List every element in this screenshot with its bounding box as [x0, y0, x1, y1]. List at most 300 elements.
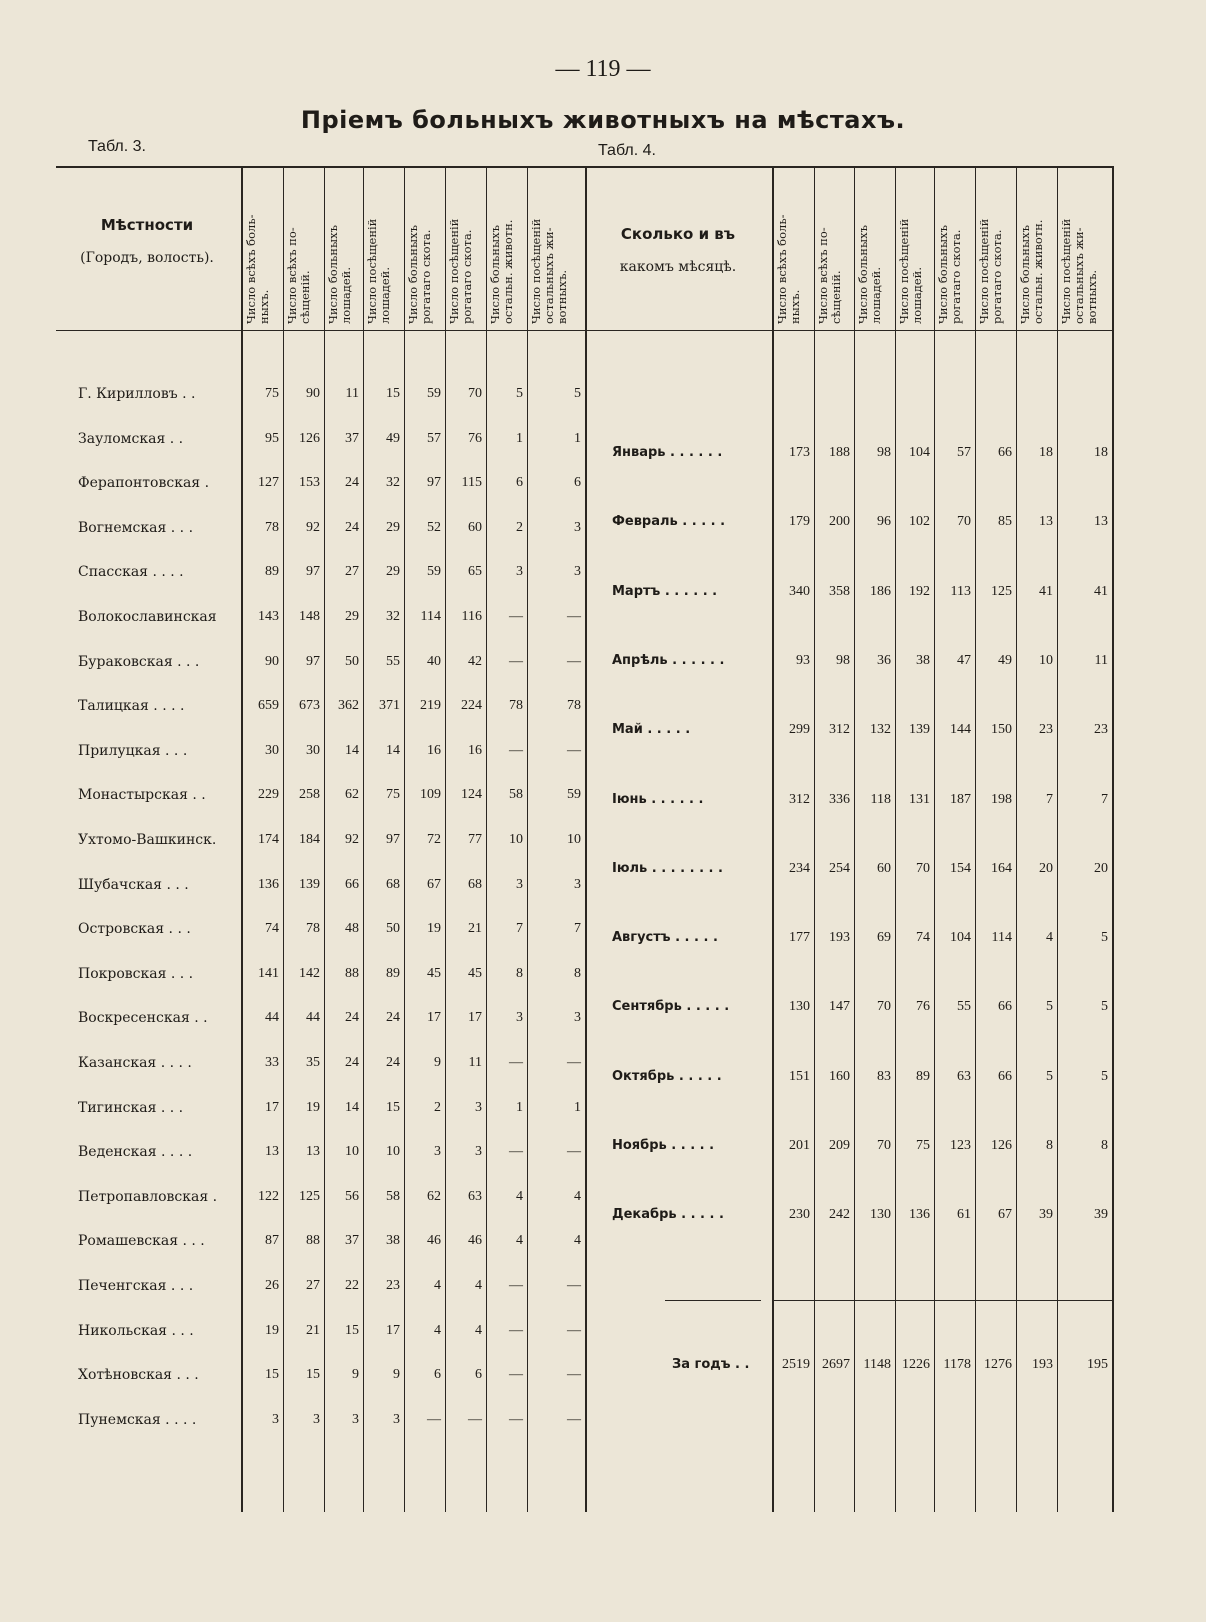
table3-cell: 9 — [352, 1367, 359, 1383]
table4-cell: 126 — [991, 1138, 1012, 1153]
table3-cell: 14 — [386, 742, 400, 758]
table3-row-name: Ферапонтовская . — [78, 475, 210, 492]
table3-cell: 13 — [306, 1144, 320, 1160]
table3-cell: 63 — [468, 1188, 482, 1204]
table3-cell: 4 — [516, 1233, 523, 1249]
table4-cell: 20 — [1094, 860, 1108, 876]
table3-cell: 37 — [345, 430, 359, 446]
table3-cell: 89 — [386, 965, 400, 981]
table3-cell: 3 — [434, 1144, 441, 1160]
table4-cell: 18 — [1094, 445, 1108, 460]
table3-cell: 14 — [345, 1099, 359, 1115]
table4-cell: 18 — [1039, 445, 1053, 460]
table3-cell: 15 — [265, 1367, 279, 1383]
table3-cell: — — [509, 1144, 523, 1160]
table3-cell: 23 — [386, 1278, 400, 1293]
table4-cell: 98 — [836, 652, 850, 668]
table4-cell: 242 — [829, 1207, 850, 1223]
table3-cell: 115 — [461, 475, 482, 491]
table3-cell: 32 — [386, 609, 400, 624]
table3-cell: 40 — [427, 653, 441, 669]
table3-cell: 90 — [306, 386, 320, 401]
table3-cell: 3 — [516, 564, 523, 580]
table3-cell: 60 — [468, 519, 482, 535]
table3-cell: 17 — [468, 1010, 482, 1026]
table4-cell: 147 — [829, 999, 850, 1015]
table3-cell: 62 — [345, 787, 359, 803]
table3-cell: 59 — [427, 386, 441, 401]
table3-cell: 6 — [574, 475, 581, 491]
table4-column-divider — [1016, 166, 1017, 1512]
table3-cell: 24 — [386, 1055, 400, 1070]
table3-cell: — — [567, 1144, 581, 1160]
table3-cell: 50 — [345, 653, 359, 669]
page-title: Пріемъ больныхъ животныхъ на мѣстахъ. — [300, 106, 906, 134]
table4-cell: 177 — [789, 930, 810, 946]
table3-cell: 67 — [427, 876, 441, 892]
table3-cell: 10 — [386, 1144, 400, 1160]
table4-top-rule — [585, 166, 1112, 168]
table3-cell: 10 — [567, 832, 581, 847]
table4-stub-header-title: Сколько и въ — [620, 225, 736, 243]
table3-cell: 30 — [265, 742, 279, 758]
table3-cell: — — [509, 609, 523, 624]
table3-cell: — — [509, 1055, 523, 1070]
table3-cell: 141 — [258, 965, 279, 981]
table3-cell: 19 — [306, 1099, 320, 1115]
table3-cell: 6 — [475, 1367, 482, 1383]
table3-cell: 184 — [299, 832, 320, 847]
table3-cell: 29 — [386, 564, 400, 580]
table3-cell: 1 — [516, 1099, 523, 1115]
table3-cell: — — [468, 1411, 482, 1427]
table3-cell: 56 — [345, 1188, 359, 1204]
table3-cell: 3 — [574, 876, 581, 892]
table3-cell: 70 — [468, 386, 482, 401]
table3-cell: 659 — [258, 698, 279, 714]
table3-cell: 4 — [574, 1233, 581, 1249]
table4-cell: 13 — [1094, 514, 1108, 530]
table4-column-header: Число посѣщеній рогатаго скота. — [977, 218, 1004, 324]
table4-cell: 5 — [1046, 999, 1053, 1015]
table4-cell: 358 — [829, 583, 850, 599]
table4-cell: 234 — [789, 860, 810, 876]
table4-row-name: Іюнь . . . . . . — [612, 791, 704, 807]
table3-column-header: Число посѣщеній рогатаго скота. — [447, 218, 474, 324]
table3-cell: 15 — [386, 386, 400, 401]
table3-cell: 148 — [299, 609, 320, 624]
table3-row-name: Монастырская . . — [78, 787, 206, 804]
table4-cell: 75 — [916, 1138, 930, 1153]
table3-column-header: Число больныхъ рогатаго скота. — [406, 225, 433, 324]
table4-row-name: Октябрь . . . . . — [612, 1068, 722, 1084]
table4-cell: 5 — [1101, 930, 1108, 946]
table3-cell: 258 — [299, 787, 320, 803]
table3-cell: 88 — [306, 1233, 320, 1249]
table4-cell: 118 — [870, 791, 891, 807]
table4-row-name: Августъ . . . . . — [612, 930, 718, 946]
table3-cell: 13 — [265, 1144, 279, 1160]
table3-column-header: Число посѣщеній лошадей. — [365, 218, 392, 324]
table4-cell: 160 — [829, 1068, 850, 1084]
table3-row-name: Петропавловская . — [78, 1188, 218, 1205]
table4-total-cell: 1276 — [984, 1357, 1012, 1372]
table3-cell: 59 — [567, 787, 581, 803]
table4-cell: 76 — [916, 999, 930, 1015]
table3-cell: 10 — [345, 1144, 359, 1160]
table3-cell: 24 — [345, 475, 359, 491]
table3-cell: 65 — [468, 564, 482, 580]
table3-cell: 3 — [574, 519, 581, 535]
table3-cell: — — [509, 1411, 523, 1427]
table3-cell: 57 — [427, 430, 441, 446]
table3-row-name: Казанская . . . . — [78, 1055, 192, 1071]
table4-cell: 20 — [1039, 860, 1053, 876]
table4-cell: 38 — [916, 652, 930, 668]
table4-row-name: Іюль . . . . . . . . — [612, 860, 723, 876]
table4-cell: 23 — [1094, 722, 1108, 738]
table3-cell: 14 — [345, 742, 359, 758]
table4-total-cell: 2519 — [782, 1357, 810, 1372]
table4-cell: 67 — [998, 1207, 1012, 1223]
table4-cell: 89 — [916, 1068, 930, 1084]
table3-cell: 7 — [516, 921, 523, 937]
table4-cell: 136 — [909, 1207, 930, 1223]
table3-column-header: Число больныхъ остальн. животн. — [488, 219, 515, 324]
table3-row-name: Талицкая . . . . — [78, 698, 185, 715]
table3-cell: 3 — [313, 1411, 320, 1427]
table3-cell: 8 — [574, 965, 581, 981]
table3-cell: 125 — [299, 1188, 320, 1204]
table4-total-stub-rule — [665, 1300, 761, 1301]
table4-cell: 36 — [877, 652, 891, 668]
table4-cell: 85 — [998, 514, 1012, 530]
table3-cell: 55 — [386, 653, 400, 669]
table3-cell: 4 — [574, 1188, 581, 1204]
table4-cell: 312 — [829, 722, 850, 738]
table4-column-divider — [814, 166, 815, 1512]
table4-column-header: Число посѣщеній лошадей. — [897, 218, 924, 324]
table3-row-name: Ухтомо-Вашкинск. — [78, 832, 217, 848]
table4-cell: 123 — [950, 1138, 971, 1153]
table4-cell: 193 — [829, 930, 850, 946]
table3-row-name: Веденская . . . . — [78, 1144, 193, 1161]
table3-cell: 29 — [345, 609, 359, 624]
table4-cell: 104 — [909, 445, 930, 460]
table4-cell: 254 — [829, 860, 850, 876]
table3-row-name: Хотѣновская . . . — [78, 1367, 199, 1384]
table3-cell: 122 — [258, 1188, 279, 1204]
table3-column-divider — [585, 166, 587, 1512]
table3-cell: 4 — [475, 1322, 482, 1338]
table3-row-name: Спасская . . . . — [78, 564, 184, 581]
table3-row-name: Печенгская . . . — [78, 1278, 194, 1294]
table4-cell: 340 — [789, 583, 810, 599]
table3-cell: — — [567, 609, 581, 624]
table3-cell: 42 — [468, 653, 482, 669]
table3-cell: 15 — [386, 1099, 400, 1115]
table3-cell: 78 — [306, 921, 320, 937]
table4-cell: 104 — [950, 930, 971, 946]
table4-cell: 23 — [1039, 722, 1053, 738]
table3-cell: 21 — [468, 921, 482, 937]
table4-stub-border — [772, 166, 774, 1512]
table4-cell: 7 — [1046, 791, 1053, 807]
table3-cell: 97 — [306, 653, 320, 669]
table3-cell: 33 — [265, 1055, 279, 1070]
table3-cell: 2 — [516, 519, 523, 535]
table4-cell: 201 — [789, 1138, 810, 1153]
table3-cell: 24 — [345, 1010, 359, 1026]
table3-cell: 224 — [461, 698, 482, 714]
table3-cell: — — [509, 1367, 523, 1383]
table3-cell: 95 — [265, 430, 279, 446]
table4-row-name: Мартъ . . . . . . — [612, 583, 718, 599]
table4-cell: 192 — [909, 583, 930, 599]
table3-column-header: Число посѣщеній остальныхъ жи- вотныхъ. — [529, 218, 569, 324]
table3-cell: 1 — [574, 430, 581, 446]
table3-cell: 19 — [427, 921, 441, 937]
table3-cell: 4 — [516, 1188, 523, 1204]
table4-total-cell: 1178 — [943, 1357, 971, 1372]
table4-column-header: Число больныхъ рогатаго скота. — [936, 225, 963, 324]
table3-column-header: Число больныхъ лошадей. — [326, 225, 353, 324]
table4-cell: 74 — [916, 930, 930, 946]
table4-total-cell: 193 — [1032, 1357, 1053, 1372]
table3-cell: 124 — [461, 787, 482, 803]
table4-column-divider — [1112, 166, 1114, 1512]
table4-cell: 10 — [1039, 652, 1053, 668]
table4-cell: 125 — [991, 583, 1012, 599]
table4-total-cell: 2697 — [822, 1357, 850, 1372]
table3-cell: 126 — [299, 430, 320, 446]
table4-total-name: За годъ . . — [672, 1357, 750, 1372]
table4-cell: 187 — [950, 791, 971, 807]
table4-cell: 150 — [991, 722, 1012, 738]
table3-row-name: Ромашевская . . . — [78, 1233, 205, 1250]
table4-total-cell: 1148 — [863, 1357, 891, 1372]
table4-cell: 66 — [998, 1068, 1012, 1084]
table4-label: Табл. 4. — [598, 142, 656, 159]
table3-top-rule — [56, 166, 585, 168]
table4-cell: 130 — [870, 1207, 891, 1223]
table3-row-name: Покровская . . . — [78, 965, 194, 982]
table4-cell: 83 — [877, 1068, 891, 1084]
table3-cell: 44 — [265, 1010, 279, 1026]
table3-cell: 35 — [306, 1055, 320, 1070]
table3-cell: 58 — [386, 1188, 400, 1204]
table4-cell: 41 — [1039, 583, 1053, 599]
table3-cell: 6 — [434, 1367, 441, 1383]
table3-cell: 114 — [420, 609, 441, 624]
table4-column-divider — [854, 166, 855, 1512]
table3-row-name: Волокославинская — [78, 609, 217, 625]
table4-row-name: Ноябрь . . . . . — [612, 1138, 715, 1153]
table4-cell: 151 — [789, 1068, 810, 1084]
table4-cell: 131 — [909, 791, 930, 807]
table3-cell: 26 — [265, 1278, 279, 1293]
page-number: — 119 — — [555, 56, 651, 82]
table3-cell: — — [509, 1322, 523, 1338]
table3-cell: 5 — [574, 386, 581, 401]
table4-row-name: Декабрь . . . . . — [612, 1207, 724, 1223]
table4-cell: 93 — [796, 652, 810, 668]
table3-cell: 362 — [338, 698, 359, 714]
table4-cell: 70 — [916, 860, 930, 876]
table4-cell: 66 — [998, 999, 1012, 1015]
table3-cell: 16 — [427, 742, 441, 758]
table4-column-divider — [1057, 166, 1058, 1512]
table3-cell: 45 — [427, 965, 441, 981]
table3-cell: 5 — [516, 386, 523, 401]
table4-cell: 186 — [870, 583, 891, 599]
table3-cell: 75 — [265, 386, 279, 401]
table4-cell: 336 — [829, 791, 850, 807]
table4-cell: 7 — [1101, 791, 1108, 807]
table3-cell: 76 — [468, 430, 482, 446]
table3-cell: 10 — [509, 832, 523, 847]
table3-column-header: Число всѣхъ по- сѣщеній. — [285, 227, 312, 324]
table3-cell: 17 — [386, 1322, 400, 1338]
table3-cell: 153 — [299, 475, 320, 491]
table3-cell: 27 — [306, 1278, 320, 1293]
table3-cell: 229 — [258, 787, 279, 803]
table3-cell: 62 — [427, 1188, 441, 1204]
table3-cell: 143 — [258, 609, 279, 624]
table3-cell: 2 — [434, 1099, 441, 1115]
table3-row-name: Зауломская . . — [78, 430, 184, 447]
table4-cell: 209 — [829, 1138, 850, 1153]
table3-cell: 15 — [345, 1322, 359, 1338]
table3-cell: 74 — [265, 921, 279, 937]
table4-cell: 230 — [789, 1207, 810, 1223]
table3-cell: 142 — [299, 965, 320, 981]
table3-cell: — — [567, 1322, 581, 1338]
table3-cell: 9 — [393, 1367, 400, 1383]
table3-cell: 3 — [574, 1010, 581, 1026]
table4-cell: 179 — [789, 514, 810, 530]
table3-cell: 52 — [427, 519, 441, 535]
table4-total-cell: 1226 — [902, 1357, 930, 1372]
table3-cell: 92 — [345, 832, 359, 847]
table3-cell: 68 — [386, 876, 400, 892]
table4-row-name: Январь . . . . . . — [612, 445, 723, 460]
table3-cell: — — [567, 653, 581, 669]
table3-cell: — — [567, 1055, 581, 1070]
table4-cell: 11 — [1094, 652, 1108, 668]
table3-cell: 92 — [306, 519, 320, 535]
table4-cell: 164 — [991, 860, 1012, 876]
table3-cell: — — [427, 1411, 441, 1427]
table3-cell: 17 — [265, 1099, 279, 1115]
table3-cell: — — [567, 1411, 581, 1427]
table3-cell: 11 — [345, 386, 359, 401]
table3-cell: 3 — [352, 1411, 359, 1427]
table4-column-divider — [895, 166, 896, 1512]
table3-row-name: Пунемская . . . . — [78, 1411, 197, 1428]
table3-cell: 77 — [468, 832, 482, 847]
table4-column-divider — [975, 166, 976, 1512]
table3-stub-header-subtitle: (Городъ, волость). — [80, 250, 214, 266]
table3-cell: 29 — [386, 519, 400, 535]
table3-cell: 371 — [379, 698, 400, 714]
table4-total-cell: 195 — [1087, 1357, 1108, 1372]
table3-row-name: Вогнемская . . . — [78, 519, 194, 536]
table3-cell: 58 — [509, 787, 523, 803]
table4-cell: 98 — [877, 445, 891, 460]
table4-cell: 198 — [991, 791, 1012, 807]
table3-row-name: Островская . . . — [78, 921, 191, 938]
table3-cell: 136 — [258, 876, 279, 892]
table3-cell: 127 — [258, 475, 279, 491]
table3-cell: 22 — [345, 1278, 359, 1293]
table3-cell: 7 — [574, 921, 581, 937]
table3-cell: 21 — [306, 1322, 320, 1338]
table4-cell: 130 — [789, 999, 810, 1015]
table4-cell: 60 — [877, 860, 891, 876]
table4-cell: 144 — [950, 722, 971, 738]
table4-cell: 188 — [829, 445, 850, 460]
table4-cell: 47 — [957, 652, 971, 668]
table3-cell: 3 — [516, 1010, 523, 1026]
table3-row-name: Бураковская . . . — [78, 653, 200, 670]
table3-stub-header — [56, 216, 238, 266]
table4-cell: 39 — [1094, 1207, 1108, 1223]
table3-cell: 97 — [306, 564, 320, 580]
table4-cell: 57 — [957, 445, 971, 460]
table4-cell: 173 — [789, 445, 810, 460]
table4-row-name: Май . . . . . — [612, 722, 691, 738]
table3-cell: 68 — [468, 876, 482, 892]
table4-stub-header-subtitle: какомъ мѣсяцѣ. — [619, 259, 737, 275]
table3-cell: 3 — [516, 876, 523, 892]
table4-stub-header — [585, 225, 771, 275]
table3-cell: 88 — [345, 965, 359, 981]
table4-column-header: Число посѣщеній остальныхъ жи- вотныхъ. — [1059, 218, 1099, 324]
table4-cell: 69 — [877, 930, 891, 946]
table4-cell: 70 — [957, 514, 971, 530]
table3-cell: 4 — [475, 1278, 482, 1293]
table3-cell: 89 — [265, 564, 279, 580]
table4-cell: 41 — [1094, 583, 1108, 599]
table3-cell: 17 — [427, 1010, 441, 1026]
table4-row-name: Сентябрь . . . . . — [612, 999, 730, 1015]
table3-cell: — — [509, 1278, 523, 1293]
table3-cell: 27 — [345, 564, 359, 580]
table4-row-name: Апрѣль . . . . . . — [612, 652, 725, 668]
table3-cell: — — [567, 1367, 581, 1383]
table3-cell: 109 — [420, 787, 441, 803]
table3-cell: 1 — [574, 1099, 581, 1115]
table3-cell: 87 — [265, 1233, 279, 1249]
table4-cell: 13 — [1039, 514, 1053, 530]
table4-column-header: Число больныхъ лошадей. — [856, 225, 883, 324]
table3-row-name: Г. Кирилловъ . . — [78, 386, 196, 402]
table4-cell: 154 — [950, 860, 971, 876]
table4-cell: 5 — [1101, 1068, 1108, 1084]
table3-cell: — — [509, 653, 523, 669]
table4-column-header: Число больныхъ остальн. животн. — [1018, 219, 1045, 324]
table3-row-name: Прилуцкая . . . — [78, 742, 188, 759]
table4-cell: 200 — [829, 514, 850, 530]
table4-cell: 70 — [877, 999, 891, 1015]
table3-cell: 24 — [345, 1055, 359, 1070]
table4-cell: 312 — [789, 791, 810, 807]
table3-cell: — — [509, 742, 523, 758]
table3-cell: 97 — [386, 832, 400, 847]
table3-cell: 78 — [567, 698, 581, 714]
table4-cell: 66 — [998, 445, 1012, 460]
